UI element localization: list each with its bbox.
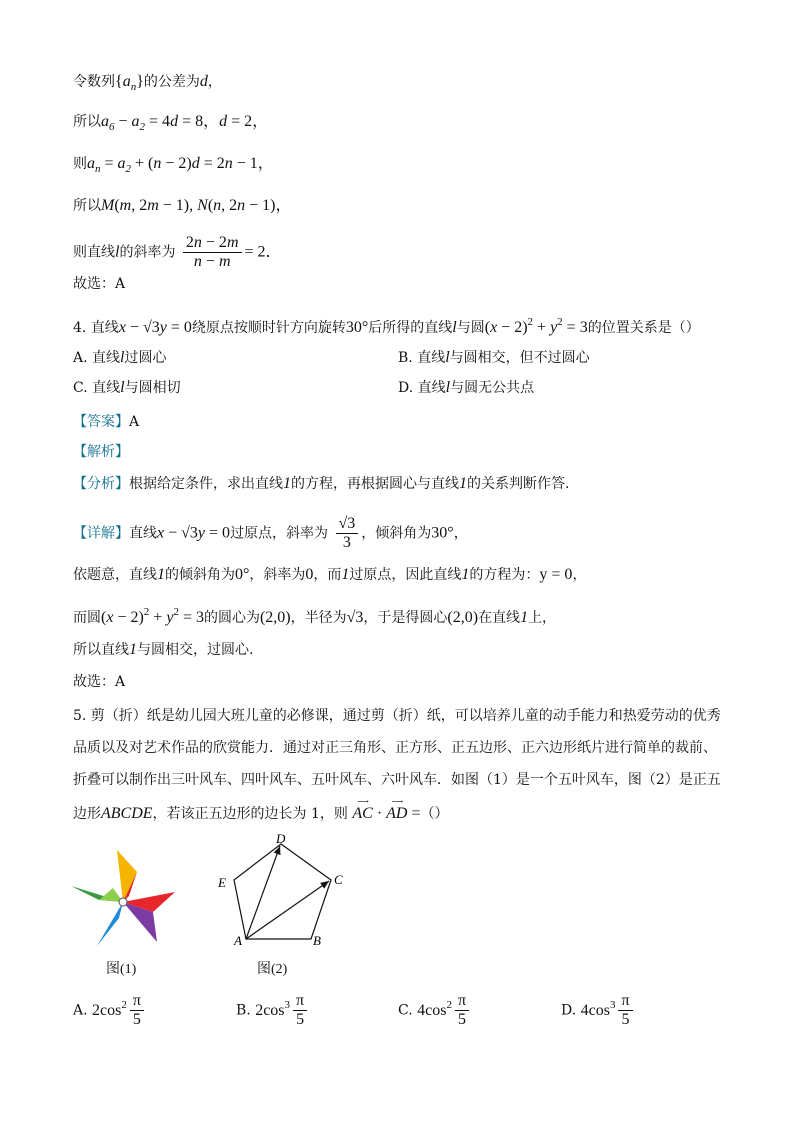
fig1-caption: 图(1) xyxy=(106,962,137,977)
vertex-c-label: C xyxy=(334,872,343,887)
slope-fraction: $\frac{2n - 2m}{n - m}$ xyxy=(183,234,242,271)
line-4: 所以M(m, 2m − 1), N(n, 2n − 1)， xyxy=(73,197,292,214)
pentagon-outline xyxy=(234,844,331,939)
math-eq: $a_6 - a_2 = 4d = 8$，d = 2， xyxy=(101,113,269,133)
vertex-d-label: D xyxy=(276,832,286,846)
q5-line-1: 5. 剪（折）纸是幼儿园大班儿童的必修课，通过剪（折）纸，可以培养儿童的动手能力和热爱劳动的优秀 xyxy=(73,708,721,724)
text: 令数列 xyxy=(73,74,115,90)
q4-detail-4: 所以直线1与圆相交，过圆心. xyxy=(73,641,254,658)
vertex-e-label: E xyxy=(218,875,226,890)
vertex-b-label: B xyxy=(313,933,321,948)
q5-line-3: 折叠可以制作出三叶风车、四叶风车、五叶风车、六叶风车．如图（1）是一个五叶风车，图（2）是正五 xyxy=(73,772,721,788)
q4-answer: 【答案】A xyxy=(73,414,140,430)
q4-choice: 故选：A xyxy=(73,674,126,690)
q5-option-b[interactable]: B. $2\cos^3$ $\frac{\pi}{5}$ xyxy=(236,992,310,1029)
q4-fenxi: 【分析】根据给定条件，求出直线1的方程，再根据圆心与直线1的关系判断作答. xyxy=(73,475,570,492)
vector-ad xyxy=(246,846,280,939)
q5-line-4: 边形ABCDE，若该正五边形的边长为 1，则 ⟶ AC · ⟶ AD =（） xyxy=(73,797,449,822)
q4-detail-3: 而圆$(x - 2)^2 + y^2 = 3$的圆心为(2,0)，半径为√3，于是得圆心(2,0)在直线1上， xyxy=(73,606,557,626)
vertex-a-label: A xyxy=(234,933,242,948)
pinwheel-center xyxy=(119,898,127,906)
q5-line-2: 品质以及对艺术作品的欣赏能力．通过对正三角形、正方形、正五边形、正六边形纸片进行简单的裁前、 xyxy=(73,740,717,756)
math-eq: M(m, 2m − 1), N(n, 2n − 1)， xyxy=(101,197,292,214)
q4-stem: 4. 直线x − √3y = 0绕原点按顺时针方向旋转30°后所得的直线l与圆$(x - 2)^2 + y^2 = 3$的位置关系是（） xyxy=(73,316,700,336)
q4-detail-2: 依题意，直线1的倾斜角为0°，斜率为0，而1过原点，因此直线1的方程为：y = 0， xyxy=(73,566,587,583)
math-eq: $a_n = a_2 + (n - 2)d = 2n - 1$， xyxy=(87,155,274,175)
q5-option-a[interactable]: A. $2\cos^2$ $\frac{\pi}{5}$ xyxy=(73,992,147,1029)
line-2: 所以$a_6 - a_2 = 4d = 8$，d = 2， xyxy=(73,113,269,133)
text: 的公差为 xyxy=(143,74,200,90)
line-3: 则$a_n = a_2 + (n - 2)d = 2n - 1$， xyxy=(73,155,274,175)
q4-analysis-label: 【解析】 xyxy=(73,444,129,460)
q4-option-a[interactable]: A. 直线l过圆心 xyxy=(73,349,167,366)
line-5: 则直线l的斜率为 $\frac{2n - 2m}{n - m}$ = 2． xyxy=(73,234,282,270)
pinwheel-figure xyxy=(70,850,180,950)
math-seq: $\{a_n\}$ xyxy=(115,73,144,93)
q4-option-b[interactable]: B. 直线l与圆相交，但不过圆心 xyxy=(398,349,590,366)
vector-ac xyxy=(246,881,329,939)
line-6: 故选：A xyxy=(73,276,126,292)
line-1: 令数列$\{a_n\}$的公差为d， xyxy=(73,73,222,93)
q4-option-c[interactable]: C. 直线l与圆相切 xyxy=(73,379,181,396)
slope-fraction-2: $\frac{√3}{3}$ xyxy=(336,515,359,552)
q4-detail-1: 【详解】直线x − √3y = 0过原点，斜率为 $\frac{√3}{3}$ ，倾斜角为30°， xyxy=(73,515,468,551)
math-d: d xyxy=(199,73,208,90)
q4-option-d[interactable]: D. 直线l与圆无公共点 xyxy=(398,379,535,396)
q5-option-c[interactable]: C. $4\cos^2$ $\frac{\pi}{5}$ xyxy=(398,992,472,1029)
pinwheel-blade-blue xyxy=(97,902,123,946)
pentagon-figure xyxy=(210,832,360,952)
fig2-caption: 图(2) xyxy=(257,962,288,977)
q5-option-d[interactable]: D. $4\cos^3$ $\frac{\pi}{5}$ xyxy=(561,992,636,1029)
